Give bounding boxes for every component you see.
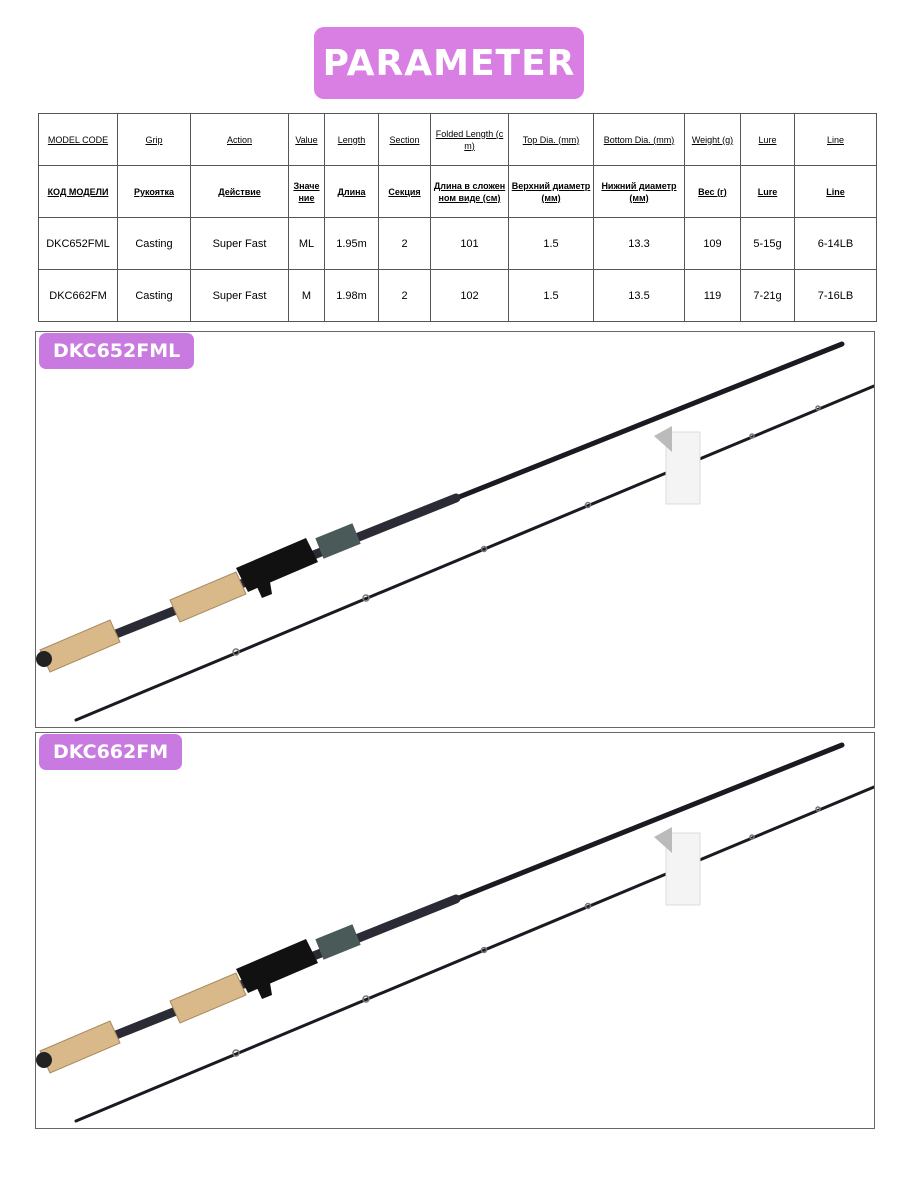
cell-section: 2 bbox=[379, 270, 431, 322]
header-section: Section bbox=[379, 114, 431, 166]
fishing-rod-image bbox=[36, 332, 875, 728]
spec-table bbox=[38, 113, 877, 322]
header-top-dia: Top Dia. (mm) bbox=[509, 114, 594, 166]
header-model-code: MODEL CODE bbox=[39, 114, 118, 166]
cell-length: 1.98m bbox=[325, 270, 379, 322]
header-weight: Weight (g) bbox=[685, 114, 741, 166]
cell-value: M bbox=[289, 270, 325, 322]
product-label: DKC662FM bbox=[39, 734, 182, 770]
table-row bbox=[39, 270, 877, 322]
header-length-ru: Длина bbox=[325, 166, 379, 218]
header-action-ru: Действие bbox=[191, 166, 289, 218]
hang-tag-icon bbox=[654, 426, 700, 504]
cell-model-code: DKC662FM bbox=[39, 270, 118, 322]
cell-top-dia: 1.5 bbox=[509, 218, 594, 270]
header-lure-ru: Lure bbox=[741, 166, 795, 218]
header-row-ru bbox=[39, 166, 877, 218]
header-top-dia-ru: Верхний диаметр (мм) bbox=[509, 166, 594, 218]
cell-grip: Casting bbox=[118, 218, 191, 270]
header-lure: Lure bbox=[741, 114, 795, 166]
cell-line: 7-16LB bbox=[795, 270, 877, 322]
header-section-ru: Секция bbox=[379, 166, 431, 218]
cell-action: Super Fast bbox=[191, 270, 289, 322]
fishing-rod-image bbox=[36, 733, 875, 1129]
hang-tag-icon bbox=[654, 827, 700, 905]
cell-bottom-dia: 13.5 bbox=[594, 270, 685, 322]
parameter-banner bbox=[314, 27, 584, 99]
header-value-ru: Значение bbox=[289, 166, 325, 218]
header-weight-ru: Вес (г) bbox=[685, 166, 741, 218]
cell-folded-length: 102 bbox=[431, 270, 509, 322]
cell-weight: 119 bbox=[685, 270, 741, 322]
cell-value: ML bbox=[289, 218, 325, 270]
header-bottom-dia: Bottom Dia. (mm) bbox=[594, 114, 685, 166]
header-line: Line bbox=[795, 114, 877, 166]
cell-bottom-dia: 13.3 bbox=[594, 218, 685, 270]
header-folded-length-ru: Длина в сложенном виде (см) bbox=[431, 166, 509, 218]
cell-action: Super Fast bbox=[191, 218, 289, 270]
header-line-ru: Line bbox=[795, 166, 877, 218]
product-panel bbox=[35, 331, 875, 728]
cell-top-dia: 1.5 bbox=[509, 270, 594, 322]
header-row-en bbox=[39, 114, 877, 166]
header-grip: Grip bbox=[118, 114, 191, 166]
cell-line: 6-14LB bbox=[795, 218, 877, 270]
header-model-code-ru: КОД МОДЕЛИ bbox=[39, 166, 118, 218]
cell-model-code: DKC652FML bbox=[39, 218, 118, 270]
cell-section: 2 bbox=[379, 218, 431, 270]
table-row bbox=[39, 218, 877, 270]
header-bottom-dia-ru: Нижний диаметр (мм) bbox=[594, 166, 685, 218]
cell-grip: Casting bbox=[118, 270, 191, 322]
banner-title: PARAMETER bbox=[322, 42, 576, 84]
cell-length: 1.95m bbox=[325, 218, 379, 270]
header-grip-ru: Рукоятка bbox=[118, 166, 191, 218]
cell-lure: 7-21g bbox=[741, 270, 795, 322]
cell-folded-length: 101 bbox=[431, 218, 509, 270]
header-value: Value bbox=[289, 114, 325, 166]
product-panel bbox=[35, 732, 875, 1129]
header-folded-length: Folded Length (cm) bbox=[431, 114, 509, 166]
cell-lure: 5-15g bbox=[741, 218, 795, 270]
header-action: Action bbox=[191, 114, 289, 166]
header-length: Length bbox=[325, 114, 379, 166]
product-label: DKC652FML bbox=[39, 333, 194, 369]
cell-weight: 109 bbox=[685, 218, 741, 270]
